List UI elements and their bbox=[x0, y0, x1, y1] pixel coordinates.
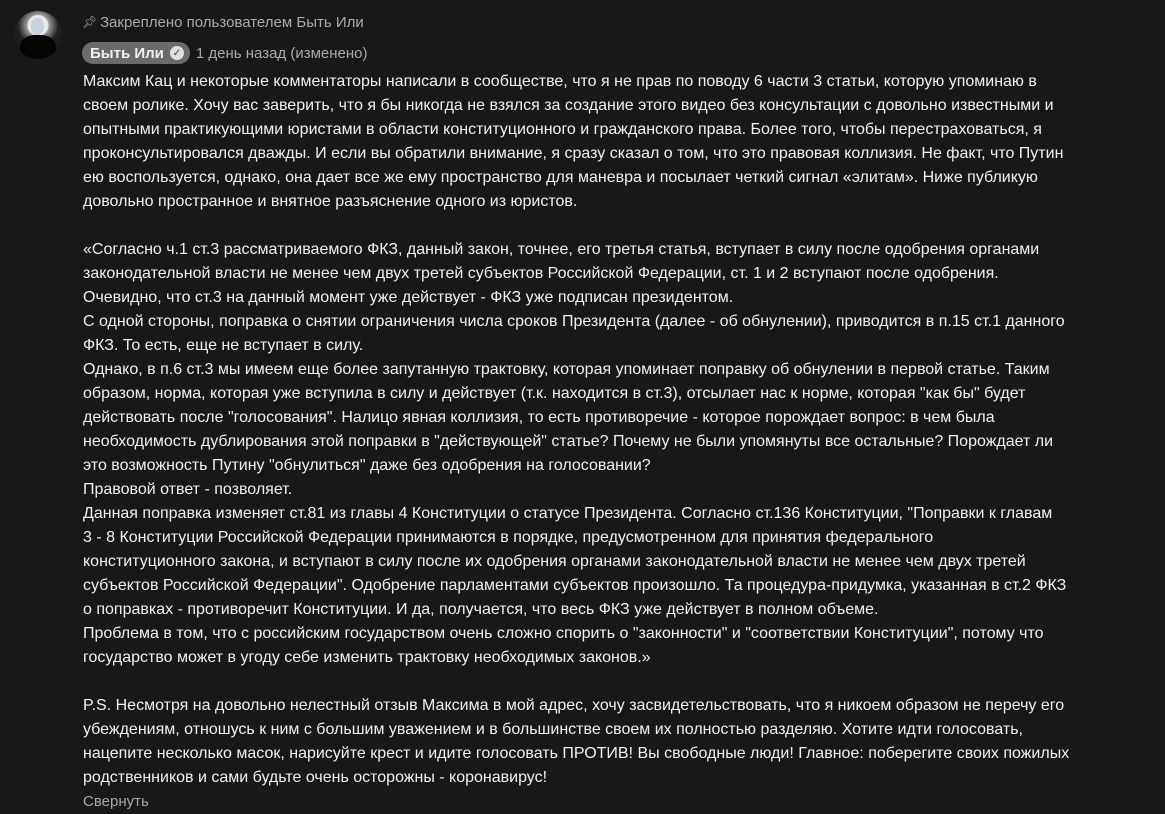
author-badge[interactable] bbox=[82, 42, 190, 64]
verified-check-icon: ✓ bbox=[170, 46, 184, 60]
comment-text-line: С одной стороны, поправка о снятии ограничения числа сроков Президента (далее - об обнулении), приводится в п.15 ст.1 данного bbox=[83, 313, 1065, 330]
comment-text-line: 3 - 8 Конституции Российской Федерации принимаются в порядке, предусмотренном для принятия федерального bbox=[83, 529, 934, 546]
comment-text-line: убеждениям, отношусь к ним с большим уважением и в большинстве своем их полностью разделяю. Хотите идти голосовать, bbox=[83, 721, 1023, 738]
comment-text-line: конституционного закона, и вступают в силу после их одобрения органами законодательной власти не менее чем двух третей bbox=[83, 553, 1026, 570]
comment-text-line: довольно пространное и внятное разъяснение одного из юристов. bbox=[83, 193, 578, 210]
comment-text-line: ФКЗ. То есть, еще не вступает в силу. bbox=[83, 337, 364, 354]
comment-text-line: Очевидно, что ст.3 на данный момент уже действует - ФКЗ уже подписан президентом. bbox=[83, 289, 734, 306]
comment-timestamp[interactable]: 1 день назад (изменено) bbox=[195, 44, 368, 62]
comment-text-line: опытными практикующими юристами в области конституционного и гражданского права. Более того, чтобы перестраховаться, я bbox=[83, 121, 1042, 138]
comment-text-line: государство может в угоду себе изменить трактовку необходимых законов.» bbox=[83, 649, 651, 666]
comment-text-line: Данная поправка изменяет ст.81 из главы 4 Конституции о статусе Президента. Согласно ст.136 Конституции, "Поправки к главам bbox=[83, 505, 1053, 522]
comment-text-line: проконсультировался дважды. И если вы обратили внимание, я сразу сказал о том, что это правовая коллизия. Не факт, что Путин bbox=[83, 145, 1064, 162]
paragraph-gap bbox=[83, 670, 1069, 694]
comment-meta bbox=[82, 42, 367, 64]
pinned-text: Закреплено пользователем Быть Или bbox=[100, 13, 364, 31]
comment-text-line: субъектов Российской Федерации". Одобрение парламентами субъектов произошло. Та процедура-придумка, указанная в ст.2 ФКЗ bbox=[83, 577, 1067, 594]
comment-text-line: ею воспользуется, однако, она дает все же ему пространство для маневра и посылает четкий сигнал «элитам». Ниже публикую bbox=[83, 169, 1038, 186]
author-name: Быть Или bbox=[90, 44, 164, 62]
author-avatar[interactable] bbox=[14, 11, 62, 59]
comment-text-line: Максим Кац и некоторые комментаторы написали в сообществе, что я не прав по поводу 6 части 3 статьи, которую упоминаю в bbox=[83, 73, 1037, 90]
comment-text-line: это возможность Путину "обнулиться" даже без одобрения на голосовании? bbox=[83, 457, 651, 474]
comment-text-line: Однако, в п.6 ст.3 мы имеем еще более запутанную трактовку, которая упоминает поправку об обнулении в первой статье. Таким bbox=[83, 361, 1050, 378]
comment-text-line: родственников и сами будьте очень осторожны - коронавирус! bbox=[83, 769, 548, 786]
comment-text-line: образом, норма, которая уже вступила в силу и действует (т.к. находится в ст.3), отсылает нас к норме, которая "как бы" будет bbox=[83, 385, 1026, 402]
comment-text-line: действовать после "голосования". Налицо явная коллизия, то есть противоречие - которое порождает вопрос: в чем была bbox=[83, 409, 995, 426]
comment-body bbox=[83, 70, 1069, 814]
avatar-face bbox=[31, 18, 44, 35]
pinned-label bbox=[82, 12, 364, 32]
pin-icon: 📌︎ bbox=[82, 15, 98, 29]
comment-text-line: нацепите несколько масок, нарисуйте крест и идите голосовать ПРОТИВ! Вы свободные люди! Главное: поберегите своих пожилых bbox=[83, 745, 1070, 762]
comment-text-line: своем ролике. Хочу вас заверить, что я бы никогда не взялся за создание этого видео без консультации с довольно известными и bbox=[83, 97, 1054, 114]
paragraph-gap bbox=[83, 214, 1069, 238]
comment-text-line: Правовой ответ - позволяет. bbox=[83, 481, 293, 498]
comment-text-line: о поправках - противоречит Конституции. И да, получается, что весь ФКЗ уже действует в полном объеме. bbox=[83, 601, 879, 618]
comment-text-line: Проблема в том, что с российским государством очень сложно спорить о "законности" и "соответствии Конституции", потому что bbox=[83, 625, 1044, 642]
comment-text-line: «Согласно ч.1 ст.3 рассматриваемого ФКЗ, данный закон, точнее, его третья статья, вступает в силу после одобрения органами bbox=[83, 241, 1040, 258]
collapse-button[interactable]: Свернуть bbox=[83, 793, 149, 810]
comment-text-line: необходимость дублирования этой поправки в "действующей" статье? Почему не были упомянуты все остальные? Порождает ли bbox=[83, 433, 1054, 450]
avatar-body bbox=[20, 35, 56, 59]
comment-text-line: P.S. Несмотря на довольно нелестный отзыв Максима в мой адрес, хочу засвидетельствовать, что я никоем образом не перечу его bbox=[83, 697, 1065, 714]
comment-text-line: законодательной власти не менее чем двух третей субъектов Российской Федерации, ст. 1 и 2 вступают после одобрения. bbox=[83, 265, 999, 282]
